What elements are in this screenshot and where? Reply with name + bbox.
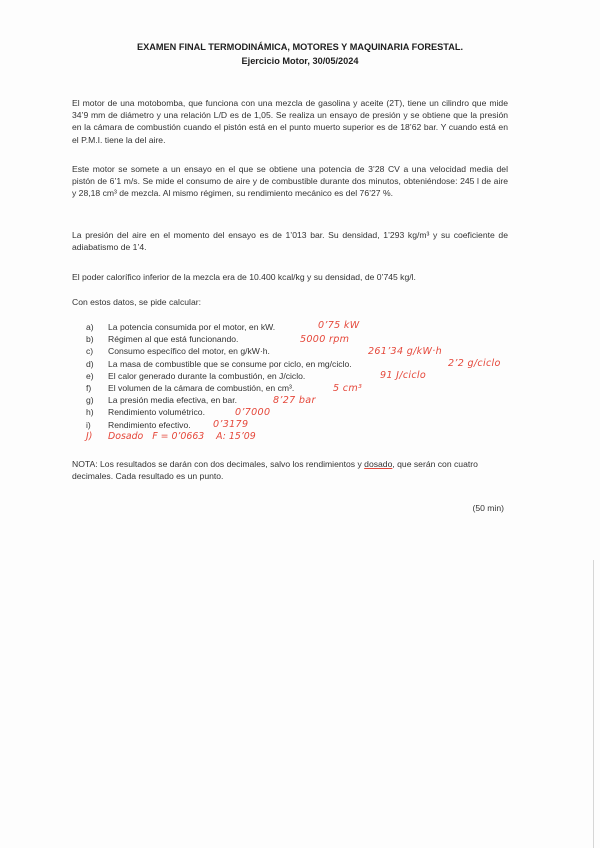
question-letter: c) (86, 346, 94, 357)
paragraph-fuel-properties: El poder calorífico inferior de la mezcla era de 10.400 kcal/kg y su densidad, de 0’745 kg/l. (72, 272, 416, 282)
question-text: El calor generado durante la combustión, en J/ciclo. (108, 370, 306, 381)
paragraph-motor-description: El motor de una motobomba, que funciona con una mezcla de gasolina y aceite (2T), tiene un cilindro que mide 34’9 mm de diámetro y una relación L/D es de 1,05. Se realiza un ensayo de presión y se obtiene que la presión en la cámara de combustión cuando el pistón está en el punto muerto superior es de 18’62 bar. Y cuando está en el P.M.I. tiene la del aire. (72, 98, 508, 145)
note-text-start: NOTA: Los resultados se darán con dos decimales, salvo los rendimientos y (72, 459, 365, 469)
question-item (86, 358, 352, 370)
handwritten-answer-a: 0’75 kW (318, 320, 360, 331)
question-text: La potencia consumida por el motor, en kW. (108, 322, 276, 332)
paragraph-air-properties: La presión del aire en el momento del ensayo es de 1’013 bar. Su densidad, 1’293 kg/m³ y su coeficiente de adiabatismo de 1’4. (72, 230, 508, 253)
handwritten-answer-e: 91 J/ciclo (380, 370, 427, 381)
handwritten-answer-d: 2’2 g/ciclo (448, 358, 501, 369)
question-letter: h) (86, 407, 94, 418)
question-letter: d) (86, 358, 94, 369)
question-letter: e) (86, 370, 94, 381)
handwritten-answer-g: 8’27 bar (273, 395, 316, 406)
handwritten-dosado-label: Dosado (108, 430, 144, 442)
exam-note (72, 458, 508, 482)
note-text-end: , que serán con cuatro decimales. Cada resultado es un punto. (72, 459, 478, 482)
question-letter: b) (86, 334, 94, 345)
question-item (86, 370, 352, 382)
page-edge-line (593, 560, 594, 848)
question-text: Rendimiento efectivo. (108, 419, 191, 430)
exam-subtitle: Ejercicio Motor, 30/05/2024 (241, 56, 359, 66)
question-text: La presión media efectiva, en bar. (108, 395, 237, 406)
paragraph-instructions: Con estos datos, se pide calcular: (72, 297, 201, 307)
handwritten-letter: J) (86, 430, 93, 442)
question-item (86, 382, 352, 394)
question-text: El volumen de la cámara de combustión, en cm³. (108, 383, 295, 394)
handwritten-answer-c: 261’34 g/kW·h (368, 346, 443, 357)
question-text: Rendimiento volumétrico. (108, 407, 205, 418)
question-letter: a) (86, 322, 94, 332)
note-underlined-word: dosado (364, 459, 393, 469)
handwritten-answer-b: 5000 rpm (300, 334, 350, 345)
question-item (86, 321, 352, 333)
handwritten-answer-f: 5 cm³ (333, 383, 363, 394)
exam-title: EXAMEN FINAL TERMODINÁMICA, MOTORES Y MAQUINARIA FORESTAL. (137, 42, 463, 52)
question-text: Consumo específico del motor, en g/kW·h. (108, 346, 270, 357)
handwritten-answer-i: 0’3179 (213, 419, 249, 430)
handwritten-question (86, 431, 352, 443)
handwritten-answer-h: 0’7000 (235, 407, 271, 418)
handwritten-a-value: A: 15’09 (216, 430, 256, 442)
question-letter: i) (86, 419, 91, 430)
question-letter: f) (86, 383, 92, 394)
question-item (86, 345, 352, 357)
question-text: Régimen al que está funcionando. (108, 334, 239, 345)
paragraph-test-conditions: Este motor se somete a un ensayo en el que se obtiene una potencia de 3’28 CV a una velocidad media del pistón de 6’1 m/s. Se mide el consumo de aire y de combustible durante dos minutos, obteniéndose: 245 l de aire y 28,18 cm³ de mezcla. Al mismo régimen, su rendimiento mecánico es del 76’27 %. (72, 164, 508, 199)
exam-duration: (50 min) (472, 503, 504, 513)
question-text: La masa de combustible que se consume por ciclo, en mg/ciclo. (108, 358, 352, 369)
question-item (86, 406, 352, 418)
exam-header (0, 40, 600, 68)
question-letter: g) (86, 395, 94, 406)
handwritten-f-value: F = 0’0663 (152, 430, 205, 442)
